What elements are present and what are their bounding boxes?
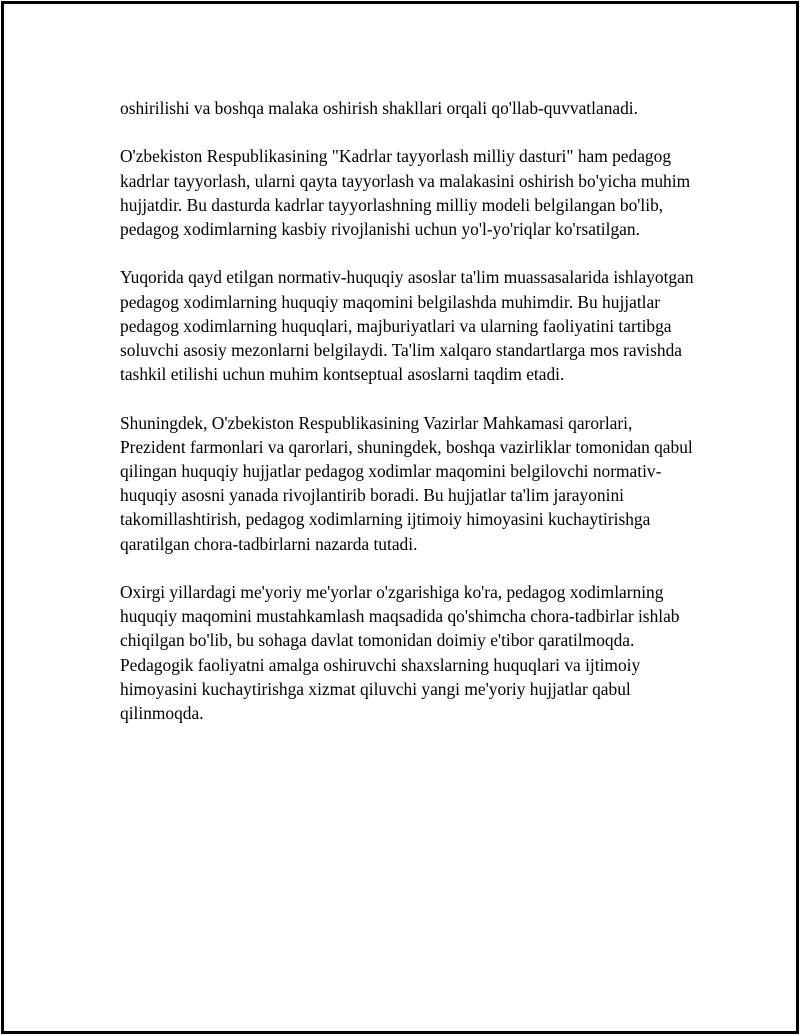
document-page [1, 1, 799, 1034]
paragraph-2: O'zbekiston Respublikasining "Kadrlar tayyorlash milliy dasturi" ham pedagog kadrlar tayyorlash, ularni qayta tayyorlash va malakasini oshirish bo'yicha muhim hujjatdir. Bu dasturda kadrlar tayyorlashning milliy modeli belgilangan bo'lib, pedagog xodimlarning kasbiy rivojlanishi uchun yo'l-yo'riqlar ko'rsatilgan. [120, 146, 691, 239]
paragraph-4: Shuningdek, O'zbekiston Respublikasining Vazirlar Mahkamasi qarorlari, Prezident farmonlari va qarorlari, shuningdek, boshqa vazirliklar tomonidan qabul qilingan huquqiy hujjatlar pedagog xodimlar maqomini belgilovchi normativ-huquqiy asosni yanada rivojlantirib boradi. Bu hujjatlar ta'lim jarayonini takomillashtirish, pedagog xodimlarning ijtimoiy himoyasini kuchaytirishga qaratilgan chora-tadbirlarni nazarda tutadi. [120, 412, 693, 554]
paragraph-1: oshirilishi va boshqa malaka oshirish shakllari orqali qo'llab-quvvatlanadi. [120, 98, 638, 118]
paragraph-3: Yuqorida qayd etilgan normativ-huquqiy asoslar ta'lim muassasalarida ishlayotgan pedagog xodimlarning huquqiy maqomini belgilashda muhimdir. Bu hujjatlar pedagog xodimlarning huquqlari, majburiyatlari va ularning faoliyatini tartibga soluvchi asosiy mezonlarni belgilaydi. Ta'lim xalqaro standartlarga mos ravishda tashkil etilishi uchun muhim kontseptual asoslarni taqdim etadi. [120, 267, 694, 385]
document-body [120, 96, 700, 749]
paragraph-5: Oxirgi yillardagi me'yoriy me'yorlar o'zgarishiga ko'ra, pedagog xodimlarning huquqiy maqomini mustahkamlash maqsadida qo'shimcha chora-tadbirlar ishlab chiqilgan bo'lib, bu sohaga davlat tomonidan doimiy e'tibor qaratilmoqda. Pedagogik faoliyatni amalga oshiruvchi shaxslarning huquqlari va ijtimoiy himoyasini kuchaytirishga xizmat qiluvchi yangi me'yoriy hujjatlar qabul qilinmoqda. [120, 582, 680, 724]
